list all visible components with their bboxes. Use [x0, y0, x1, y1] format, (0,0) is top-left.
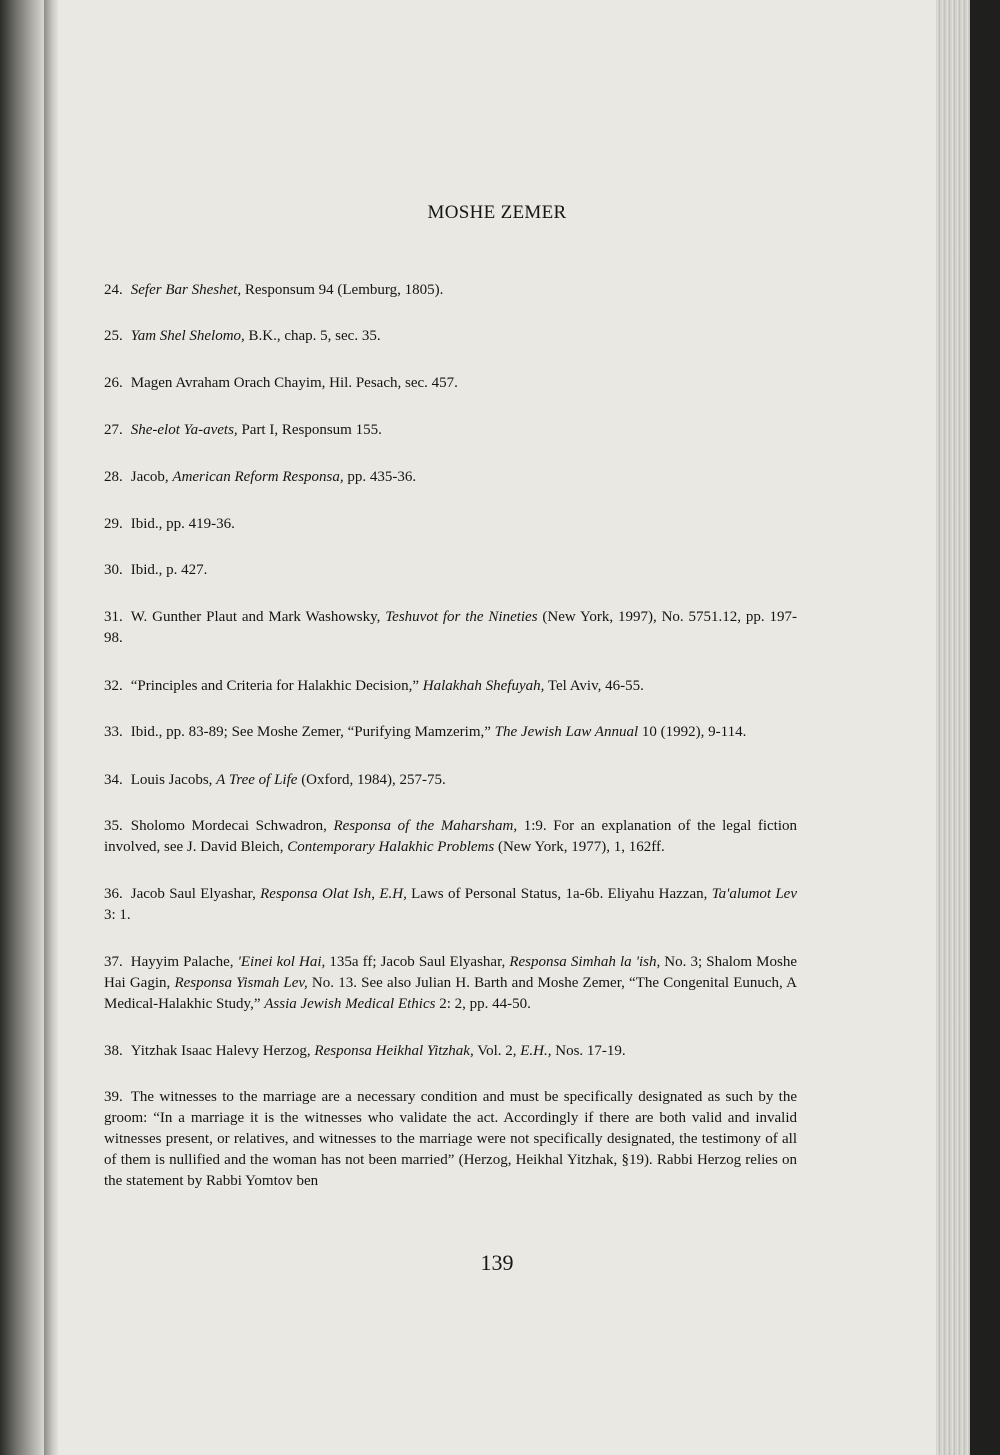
endnote-text: Sholomo Mordecai Schwadron,	[130, 818, 334, 834]
endnote-title: 'Einei kol Hai,	[237, 954, 326, 970]
endnote-title: Responsa Simhah la 'ish,	[509, 954, 661, 970]
endnote-number: 38.	[104, 1043, 123, 1059]
endnote	[104, 884, 797, 926]
endnote-title: The Jewish Law Annual	[494, 724, 639, 740]
endnote	[104, 326, 797, 347]
endnote-text: (Oxford, 1984), 257-75.	[297, 772, 446, 788]
endnote-text: The witnesses to the marriage are a necessary condition and must be specifically designated as such by the groom: “In a marriage it is the witnesses who validate the act. Accordingly if there are both valid and invalid witnesses present, or relatives, and witnesses to the marriage were not specifically designated, the testimony of all of them is nullified and the woman has not been married” (Herzog, Heikhal Yitzhak, §19). Rabbi Herzog relies on the statement by Rabbi Yomtov ben	[104, 1089, 797, 1189]
endnote-text: No. 3; Shalom Moshe Hai Gagin,	[104, 954, 797, 991]
endnote-number: 33.	[104, 724, 123, 740]
endnote-text: Nos. 17-19.	[551, 1043, 626, 1059]
endnote-text: Tel Aviv, 46-55.	[544, 678, 644, 694]
endnote-text: 2: 2, pp. 44-50.	[435, 996, 531, 1012]
endnote-title: Responsa Olat Ish, E.H,	[260, 886, 407, 902]
endnote-text: (New York, 1977), 1, 162ff.	[494, 839, 665, 855]
endnote	[104, 1041, 797, 1062]
endnote-number: 36.	[104, 886, 123, 902]
endnote	[104, 816, 797, 858]
endnote-text: (New York, 1997), No. 5751.12, pp. 197-98.	[104, 609, 797, 646]
endnote-number: 34.	[104, 772, 123, 788]
endnote-text: “Principles and Criteria for Halakhic Decision,”	[130, 678, 423, 694]
endnote-title: She-elot Ya-avets,	[130, 422, 238, 438]
endnote	[104, 676, 797, 697]
endnote-number: 27.	[104, 422, 123, 438]
endnote-title: Responsa Heikhal Yitzhak,	[314, 1043, 474, 1059]
endnote-text: Ibid., pp. 83-89; See Moshe Zemer, “Purifying Mamzerim,”	[130, 724, 495, 740]
right-page-edges	[936, 0, 970, 1455]
endnote-text: Laws of Personal Status, 1a-6b. Eliyahu Hazzan,	[406, 886, 712, 902]
endnote-text: Magen Avraham Orach Chayim, Hil. Pesach, sec. 457.	[130, 375, 458, 391]
endnote	[104, 467, 797, 488]
endnote-title: Yam Shel Shelomo,	[130, 328, 245, 344]
left-page-edge	[44, 0, 58, 1455]
endnote-title: Contemporary Halakhic Problems	[287, 839, 495, 855]
endnote	[104, 770, 797, 791]
endnote-title: Responsa of the Maharsham,	[333, 818, 518, 834]
endnote	[104, 514, 797, 535]
endnote-text: Jacob Saul Elyashar,	[130, 886, 261, 902]
endnote-text: Jacob,	[130, 469, 173, 485]
endnote-text: 3: 1.	[104, 907, 131, 923]
endnote-number: 31.	[104, 609, 123, 625]
endnote-number: 29.	[104, 516, 123, 532]
endnote-text: Hayyim Palache,	[130, 954, 238, 970]
endnote	[104, 560, 797, 581]
endnote-text: 10 (1992), 9-114.	[638, 724, 747, 740]
endnote-title: Responsa Yismah Lev,	[174, 975, 308, 991]
endnote-title: Assia Jewish Medical Ethics	[264, 996, 436, 1012]
endnote	[104, 373, 797, 394]
endnote-text: W. Gunther Plaut and Mark Washowsky,	[130, 609, 386, 625]
endnote-number: 39.	[104, 1089, 123, 1105]
endnote-title: Halakhah Shefuyah,	[422, 678, 545, 694]
endnote	[104, 420, 797, 441]
endnote	[104, 952, 797, 1015]
endnote-number: 25.	[104, 328, 123, 344]
endnote	[104, 607, 797, 649]
endnote-title: A Tree of Life	[216, 772, 298, 788]
endnote-text: No. 13. See also Julian H. Barth and Moshe Zemer, “The Congenital Eunuch, A Medical-Halakhic Study,”	[104, 975, 797, 1012]
endnote	[104, 1087, 797, 1192]
endnote-title: American Reform Responsa,	[172, 469, 344, 485]
endnote-number: 26.	[104, 375, 123, 391]
endnote-number: 24.	[104, 282, 123, 298]
book-spine	[0, 0, 44, 1455]
endnote-text: 135a ff; Jacob Saul Elyashar,	[325, 954, 510, 970]
endnote-text: Yitzhak Isaac Halevy Herzog,	[130, 1043, 315, 1059]
endnote-title: Sefer Bar Sheshet,	[130, 282, 242, 298]
endnote-number: 30.	[104, 562, 123, 578]
endnote-text: B.K., chap. 5, sec. 35.	[244, 328, 381, 344]
page-number: 139	[480, 1250, 514, 1275]
endnote-text: Responsum 94 (Lemburg, 1805).	[241, 282, 444, 298]
endnote-text: Ibid., p. 427.	[130, 562, 208, 578]
endnote	[104, 280, 797, 301]
endnote-text: Part I, Responsum 155.	[237, 422, 382, 438]
endnote-title: Teshuvot for the Nineties	[385, 609, 538, 625]
endnote	[104, 722, 797, 743]
endnote-text: Ibid., pp. 419-36.	[130, 516, 235, 532]
endnote-number: 35.	[104, 818, 123, 834]
endnotes-list	[104, 255, 797, 1192]
endnote-text: pp. 435-36.	[343, 469, 417, 485]
endnote-title: E.H.,	[520, 1043, 552, 1059]
endnote-number: 28.	[104, 469, 123, 485]
endnote-text: Vol. 2,	[473, 1043, 521, 1059]
endnote-number: 32.	[104, 678, 123, 694]
endnote-text: Louis Jacobs,	[130, 772, 217, 788]
endnote-number: 37.	[104, 954, 123, 970]
running-header: MOSHE ZEMER	[427, 202, 567, 223]
endnote-text: 1:9. For an explanation of the legal fiction involved, see J. David Bleich,	[104, 818, 798, 855]
endnote-title: Ta'alumot Lev	[711, 886, 797, 902]
